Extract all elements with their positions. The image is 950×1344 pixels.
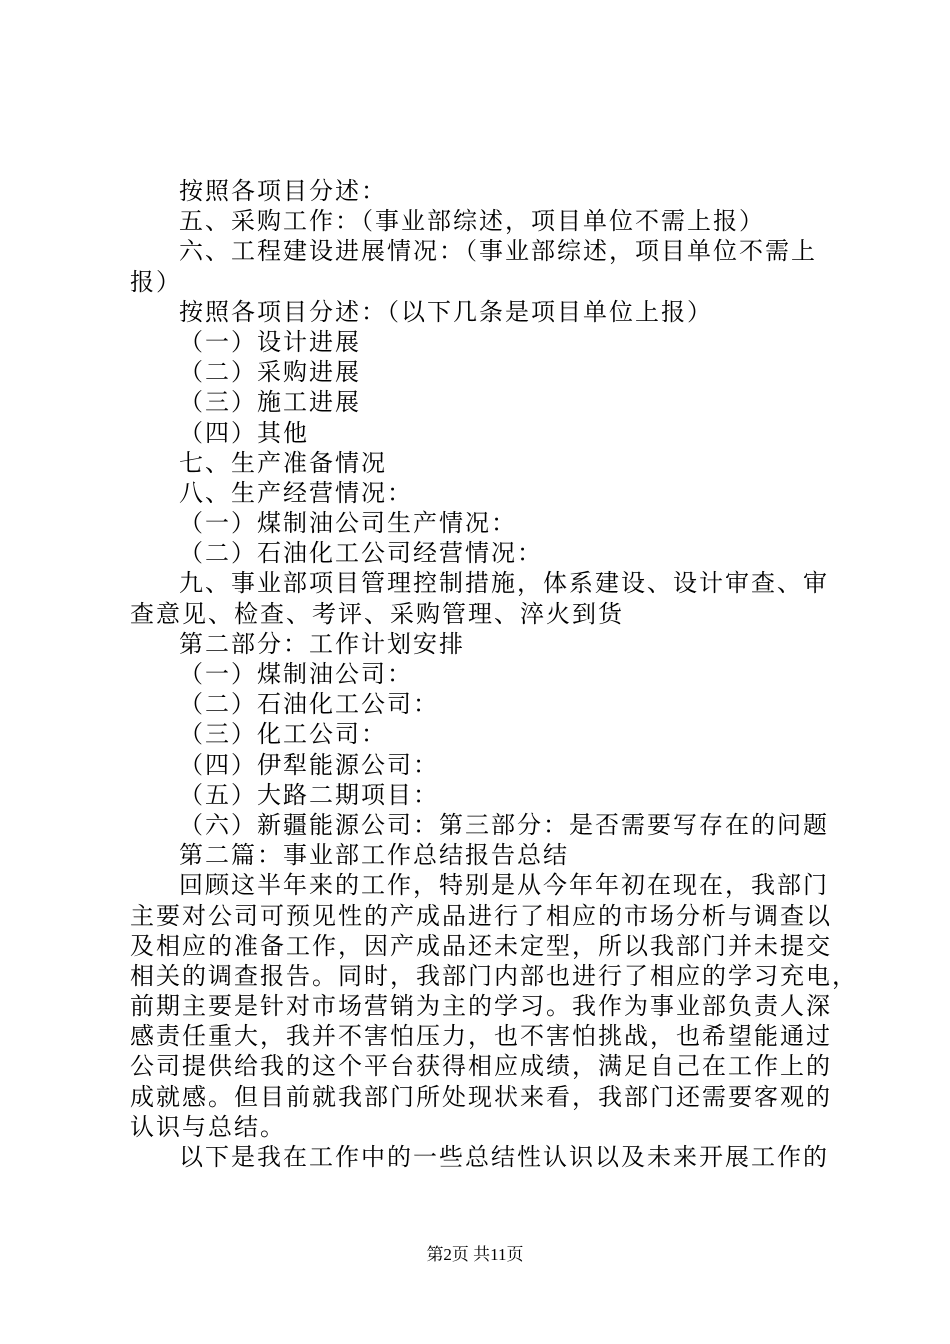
text-line: 八、生产经营情况： bbox=[179, 478, 413, 507]
text-line: 相关的调查报告。同时，我部门内部也进行了相应的学习充电， bbox=[130, 961, 858, 990]
text-line: 主要对公司可预见性的产成品进行了相应的市场分析与调查以 bbox=[130, 901, 832, 930]
text-line: 第二部分：工作计划安排 bbox=[179, 629, 465, 658]
text-line: （三）施工进展 bbox=[179, 388, 361, 417]
text-line: （一）设计进展 bbox=[179, 327, 361, 356]
text-line: 报） bbox=[130, 267, 182, 296]
text-line: 以下是我在工作中的一些总结性认识以及未来开展工作的 bbox=[179, 1143, 829, 1171]
text-line: 回顾这半年来的工作，特别是从今年年初在现在，我部门 bbox=[179, 871, 829, 900]
text-line: 查意见、检查、考评、采购管理、淬火到货 bbox=[130, 599, 624, 628]
text-line: （四）其他 bbox=[179, 418, 309, 447]
text-line: 认识与总结。 bbox=[130, 1112, 286, 1141]
text-line: 感责任重大，我并不害怕压力，也不害怕挑战，也希望能通过 bbox=[130, 1022, 832, 1051]
text-line: 按照各项目分述：（以下几条是项目单位上报） bbox=[179, 297, 713, 326]
text-line: （四）伊犁能源公司： bbox=[179, 750, 439, 779]
text-line: （一）煤制油公司： bbox=[179, 660, 413, 688]
text-line: 五、采购工作：（事业部综述，项目单位不需上报） bbox=[179, 207, 765, 236]
text-line: 成就感。但目前就我部门所处现状来看，我部门还需要客观的 bbox=[130, 1082, 832, 1111]
text-line: （一）煤制油公司生产情况： bbox=[179, 509, 517, 538]
text-line: （五）大路二期项目： bbox=[179, 780, 439, 809]
text-line: （三）化工公司： bbox=[179, 720, 387, 749]
text-line: （六）新疆能源公司：第三部分：是否需要写存在的问题 bbox=[179, 810, 829, 839]
text-line: 按照各项目分述： bbox=[179, 177, 387, 205]
text-line: 及相应的准备工作，因产成品还未定型，所以我部门并未提交 bbox=[130, 931, 832, 960]
text-line: 第二篇：事业部工作总结报告总结 bbox=[179, 841, 569, 870]
text-line: 九、事业部项目管理控制措施，体系建设、设计审查、审 bbox=[179, 569, 829, 598]
text-line: 公司提供给我的这个平台获得相应成绩，满足自己在工作上的 bbox=[130, 1052, 832, 1081]
page-footer: 第2页 共11页 bbox=[426, 1245, 524, 1264]
text-line: 前期主要是针对市场营销为主的学习。我作为事业部负责人深 bbox=[130, 992, 832, 1021]
text-line: （二）石油化工公司经营情况： bbox=[179, 539, 543, 568]
text-line: （二）采购进展 bbox=[179, 358, 361, 387]
text-line: 七、生产准备情况 bbox=[179, 448, 387, 477]
text-line: （二）石油化工公司： bbox=[179, 690, 439, 719]
text-line: 六、工程建设进展情况：（事业部综述，项目单位不需上 bbox=[179, 237, 817, 266]
document-body bbox=[130, 176, 858, 1172]
